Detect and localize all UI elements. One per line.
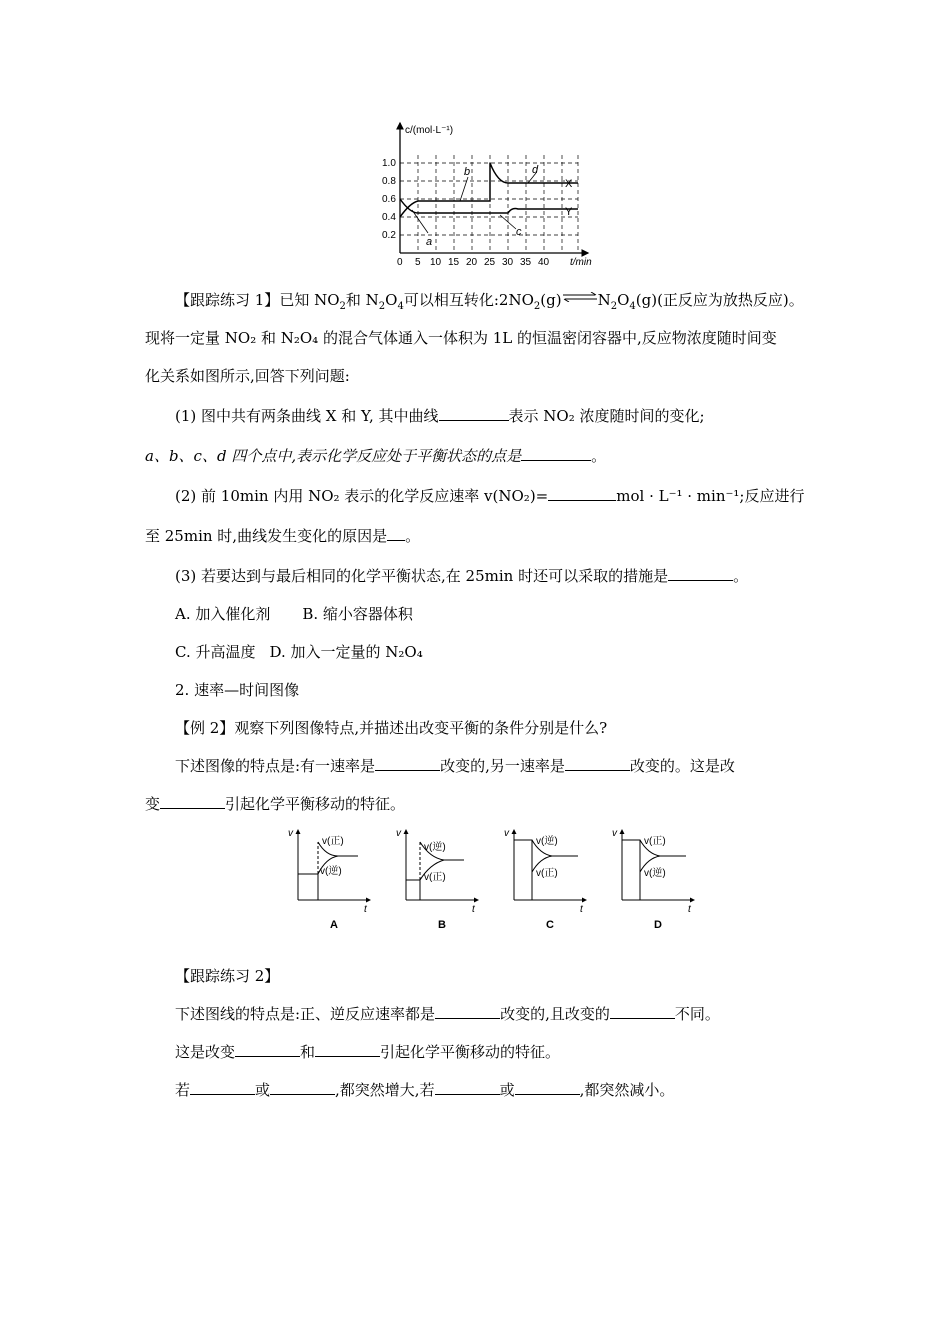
practice2-heading: 【跟踪练习 2】 (175, 967, 280, 985)
x-tick: 0 (397, 257, 403, 268)
y-tick: 0.2 (382, 230, 396, 241)
question1-line2: a、b、c、d 四个点中,表示化学反应处于平衡状态的点是 。 (145, 447, 607, 465)
point-b-label: b (464, 166, 471, 178)
svg-text:t: t (688, 904, 691, 915)
answer-blank[interactable] (515, 1080, 580, 1095)
option-a[interactable]: A. 加入催化剂 (175, 605, 271, 623)
practice1-intro-line2: 现将一定量 NO₂ 和 N₂O₄ 的混合气体通入一体积为 1L 的恒温密闭容器中,反应物浓度随时间变 (145, 329, 777, 347)
svg-text:v: v (612, 828, 617, 839)
graph-d (612, 828, 694, 931)
x-tick: 25 (484, 257, 496, 268)
section2-line1: 下述图像的特点是:有一速率是 改变的,另一速率是 改变的。这是改 (175, 757, 735, 775)
svg-text:C: C (546, 919, 554, 931)
curve-y-label: Y (565, 206, 573, 218)
practice1-intro-line1: 【跟踪练习 1】已知 $NO_2$和 $N_2O_4$可以相互转化$:2NO_2(g)$ $N_2O_4(g)$(正反应为放热反应)。 (175, 290, 804, 317)
x-tick: 35 (520, 257, 532, 268)
answer-blank[interactable] (270, 1080, 335, 1095)
svg-text:v: v (396, 828, 401, 839)
practice1-intro-line3: 化关系如图所示,回答下列问题: (145, 367, 350, 385)
point-a-label: a (426, 236, 433, 248)
option-b[interactable]: B. 缩小容器体积 (302, 605, 413, 623)
answer-blank[interactable] (610, 1004, 675, 1019)
answer-blank[interactable] (521, 446, 591, 461)
svg-text:v(正): v(正) (322, 836, 344, 847)
svg-text:v(逆): v(逆) (536, 836, 558, 847)
svg-text:A: A (330, 919, 338, 931)
answer-blank[interactable] (315, 1042, 380, 1057)
concentration-time-figure (360, 115, 610, 270)
x-tick: 30 (502, 257, 514, 268)
answer-blank[interactable] (668, 566, 733, 581)
question2-line1: (2) 前 10min 内用 NO₂ 表示的化学反应速率 v(NO₂)= mol · L⁻¹ · min⁻¹;反应进行 (175, 487, 805, 505)
svg-text:t: t (364, 904, 367, 915)
answer-blank[interactable] (387, 526, 405, 541)
svg-text:v(逆): v(逆) (320, 866, 342, 877)
x-tick: 5 (415, 257, 421, 268)
answer-blank[interactable] (375, 756, 440, 771)
svg-text:B: B (438, 919, 446, 931)
practice1-heading: 【跟踪练习 1】 (175, 291, 280, 309)
graph-b (396, 828, 478, 931)
point-c-label: c (516, 226, 522, 238)
x-axis-label: t/min (570, 257, 592, 268)
svg-text:v: v (504, 828, 509, 839)
x-tick: 20 (466, 257, 478, 268)
svg-text:D: D (654, 919, 662, 931)
example2-heading: 【例 2】 (175, 719, 235, 737)
answer-blank[interactable] (160, 794, 225, 809)
answer-blank[interactable] (435, 1080, 500, 1095)
question2-line2: 至 25min 时,曲线发生变化的原因是 。 (145, 527, 421, 545)
section2-line2: 变 引起化学平衡移动的特征。 (145, 795, 406, 813)
section2-title: 2. 速率—时间图像 (175, 681, 300, 699)
x-tick: 10 (430, 257, 442, 268)
y-axis-label: c/(mol·L⁻¹) (405, 125, 454, 136)
rate-time-graphs (280, 822, 720, 937)
x-tick: 40 (538, 257, 550, 268)
practice2-line1: 下述图线的特点是:正、逆反应速率都是 改变的,且改变的 不同。 (175, 1005, 720, 1023)
graph-c (504, 828, 586, 931)
graph-a (288, 828, 370, 931)
y-tick: 0.4 (382, 212, 396, 223)
answer-blank[interactable] (565, 756, 630, 771)
practice2-line3: 若 或 ,都突然增大,若 或 ,都突然减小。 (175, 1081, 675, 1099)
svg-text:t: t (580, 904, 583, 915)
options-line2 (175, 642, 423, 662)
answer-blank[interactable] (435, 1004, 500, 1019)
practice2-line2: 这是改变 和 引起化学平衡移动的特征。 (175, 1043, 561, 1061)
answer-blank[interactable] (190, 1080, 255, 1095)
svg-text:v(正): v(正) (424, 872, 446, 883)
svg-text:t: t (472, 904, 475, 915)
options-line1 (175, 604, 413, 624)
y-tick: 0.6 (382, 194, 396, 205)
svg-text:v(逆): v(逆) (644, 868, 666, 879)
answer-blank[interactable] (235, 1042, 300, 1057)
equilibrium-arrow-icon (562, 287, 598, 307)
y-tick: 0.8 (382, 176, 396, 187)
svg-text:v(逆): v(逆) (424, 842, 446, 853)
svg-text:v: v (288, 828, 293, 839)
point-d-label: d (532, 164, 539, 176)
curve-x-label: X (565, 178, 573, 190)
svg-text:v(正): v(正) (644, 836, 666, 847)
x-tick: 15 (448, 257, 460, 268)
option-c[interactable]: C. 升高温度 (175, 643, 256, 661)
svg-text:v(正): v(正) (536, 868, 558, 879)
y-tick: 1.0 (382, 158, 396, 169)
answer-blank[interactable] (439, 406, 509, 421)
answer-blank[interactable] (548, 486, 616, 501)
example2-line: 【例 2】观察下列图像特点,并描述出改变平衡的条件分别是什么? (175, 719, 608, 737)
option-d[interactable]: D. 加入一定量的 N₂O₄ (269, 643, 423, 661)
question3-line: (3) 若要达到与最后相同的化学平衡状态,在 25min 时还可以采取的措施是 。 (175, 567, 749, 585)
question1-line1: (1) 图中共有两条曲线 X 和 Y, 其中曲线 表示 NO₂ 浓度随时间的变化; (175, 407, 705, 425)
